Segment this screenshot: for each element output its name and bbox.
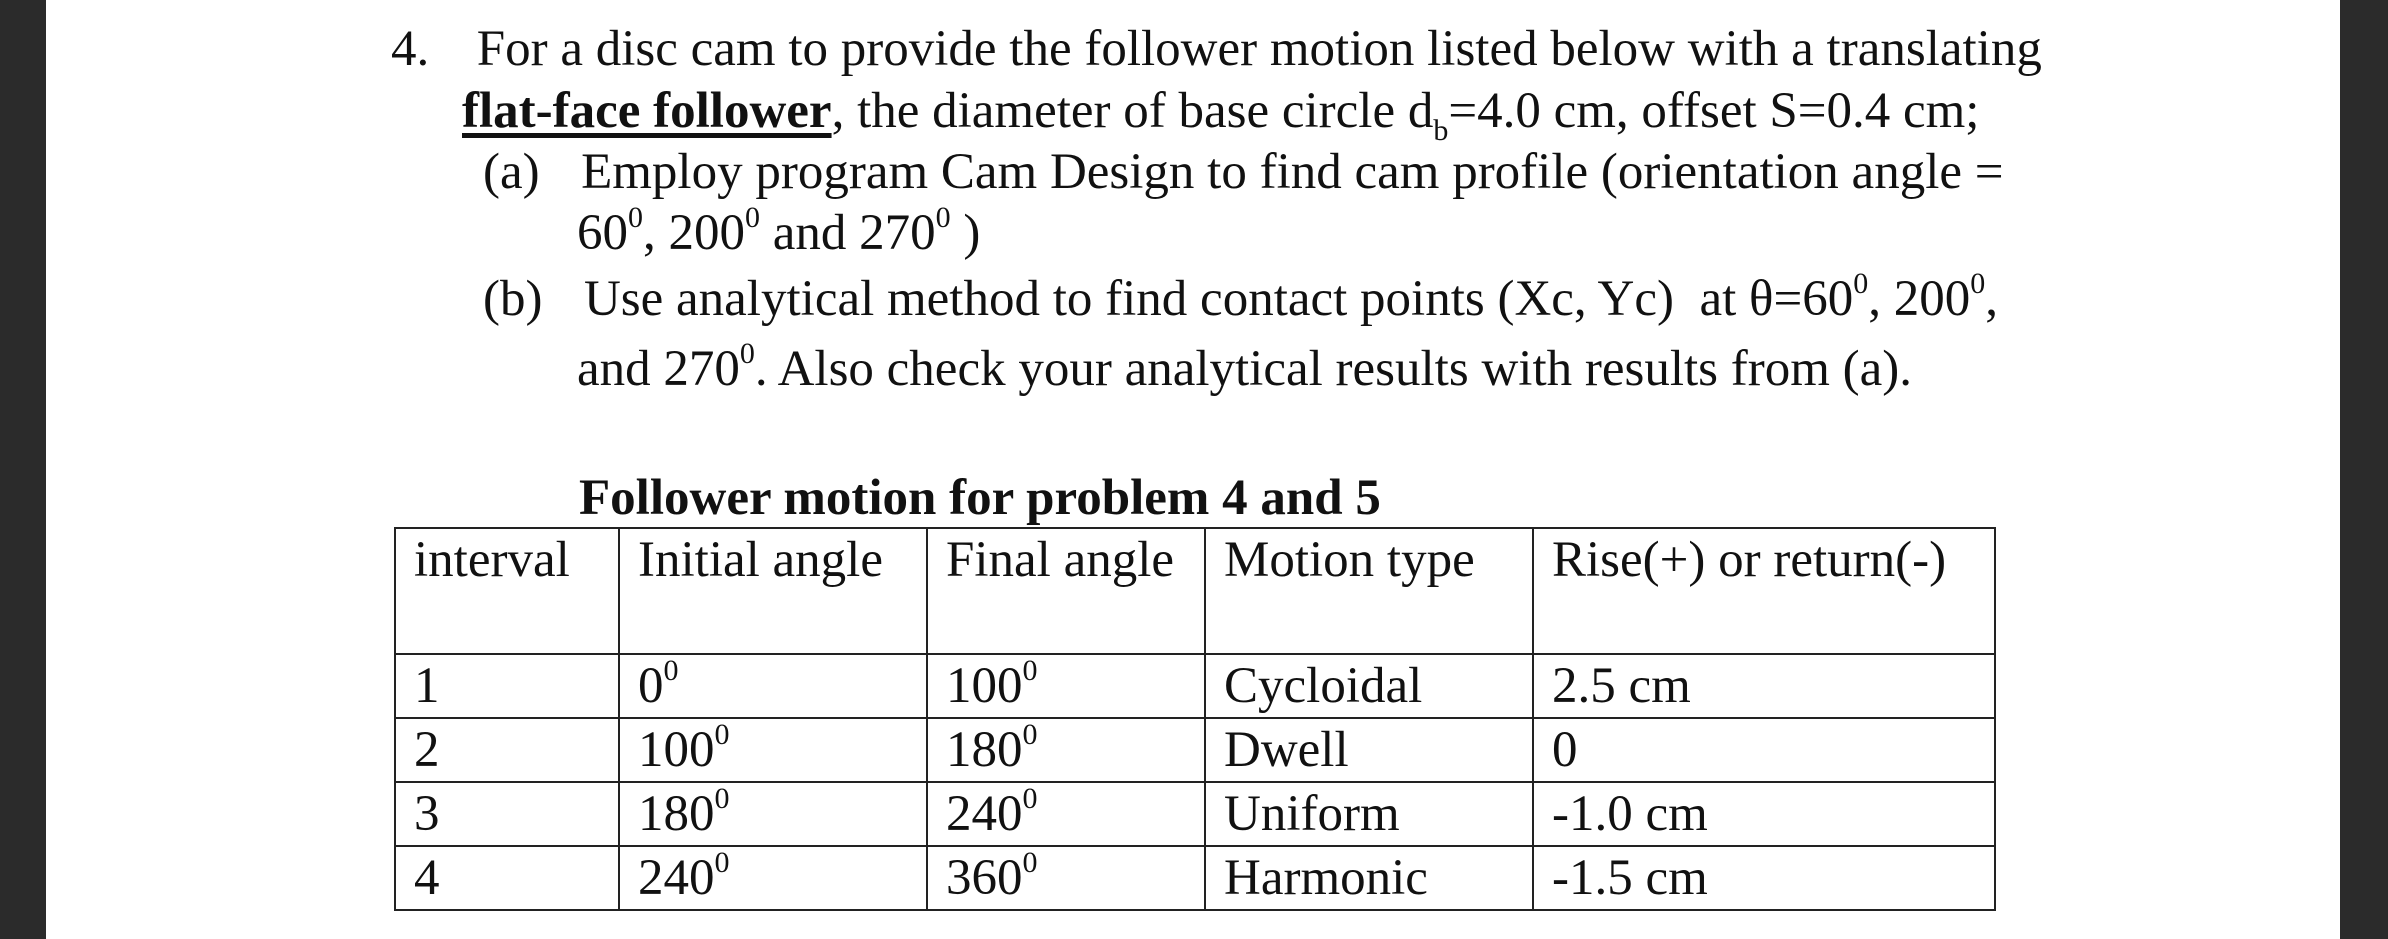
- problem-line-2: flat-face follower, the diameter of base circle $d_b=4.0$ cm, offset S=0.4 cm;: [462, 83, 1980, 148]
- table-row: 1 $0^0$ $100^0$ Cycloidal 2.5 cm: [395, 654, 1995, 718]
- problem-line-1: [391, 18, 2042, 80]
- part-a-label: (a): [483, 144, 540, 200]
- table-header-row: [395, 528, 1995, 654]
- follower-motion-table: [394, 527, 1996, 911]
- part-b-label: (b): [483, 271, 543, 327]
- follower-type: flat-face follower: [462, 83, 832, 139]
- header-initial-angle: Initial angle: [619, 528, 927, 654]
- header-interval: interval: [395, 528, 619, 654]
- problem-text-line-1: For a disc cam to provide the follower motion listed below with a translating: [476, 21, 2042, 77]
- left-dark-margin: [0, 0, 46, 939]
- header-final-angle: Final angle: [927, 528, 1205, 654]
- table-row: 4 $240^0$ $360^0$ Harmonic -1.5 cm: [395, 846, 1995, 910]
- header-rise-return: Rise(+) or return(-): [1533, 528, 1995, 654]
- part-a-line-2: $60^0$, $200^0$ and $270^0$ ): [577, 201, 981, 261]
- table-row: 2 $100^0$ $180^0$ Dwell 0: [395, 718, 1995, 782]
- problem-number: 4.: [391, 21, 430, 77]
- right-dark-margin: [2340, 0, 2388, 939]
- part-b-line-2: and $270^0$. Also check your analytical results with results from (a).: [577, 337, 1913, 397]
- header-motion-type: Motion type: [1205, 528, 1533, 654]
- part-a-line-1: (a) Employ program Cam Design to find cam profile (orientation angle =: [483, 144, 2004, 200]
- part-b-line-1: (b) Use analytical method to find contact points (Xc, Yc) at $\theta=60^0$, $200^0$,: [483, 267, 1998, 327]
- table-row: 3 $180^0$ $240^0$ Uniform -1.0 cm: [395, 782, 1995, 846]
- document-page: [46, 0, 2340, 939]
- table-caption: Follower motion for problem 4 and 5: [579, 470, 1381, 526]
